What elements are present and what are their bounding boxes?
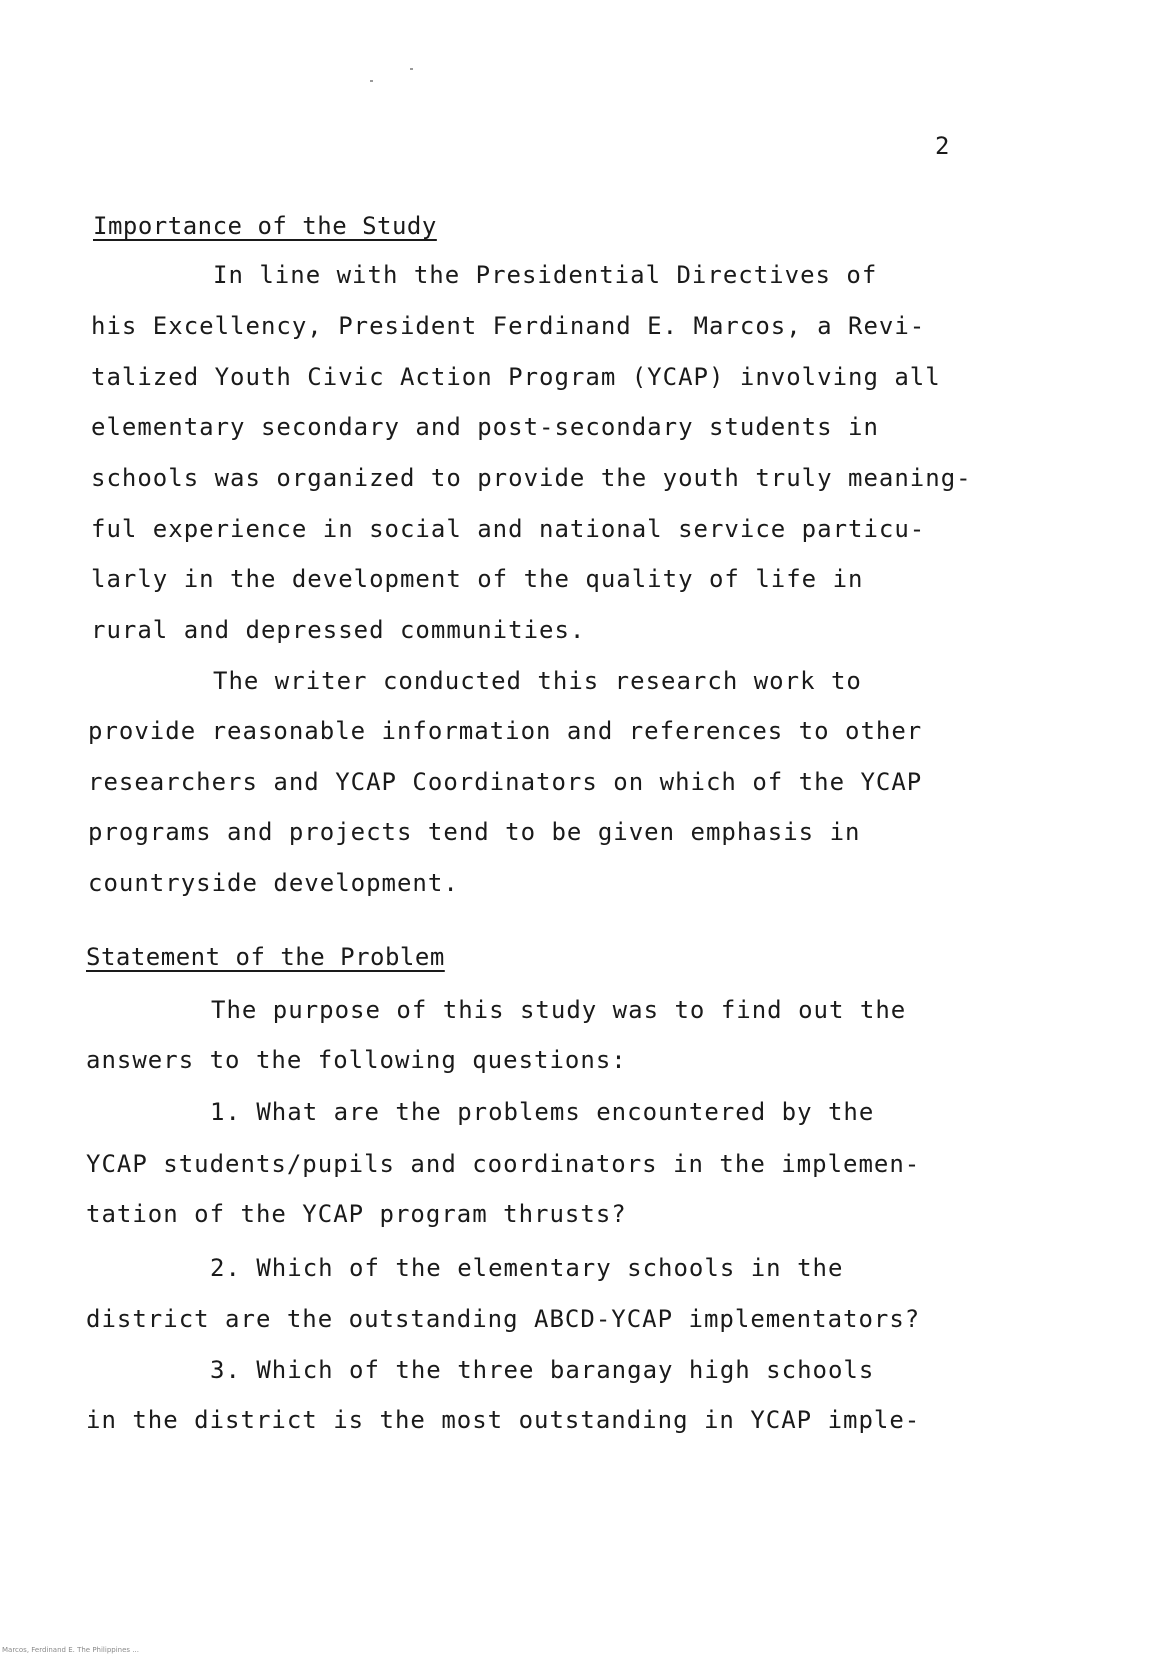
text-line: countryside development. — [88, 869, 459, 897]
scan-speck — [370, 80, 373, 82]
text-line: YCAP students/pupils and coordinators in the implemen- — [86, 1150, 921, 1178]
scan-footer: Marcos, Ferdinand E. The Philippines ... — [2, 1646, 139, 1654]
text-line: 1. What are the problems encountered by the — [210, 1098, 875, 1126]
text-line: his Excellency, President Ferdinand E. Marcos, a Revi- — [91, 312, 926, 340]
text-line: rural and depressed communities. — [91, 616, 586, 644]
text-line: researchers and YCAP Coordinators on which of the YCAP — [88, 768, 923, 796]
text-line: ful experience in social and national service particu- — [91, 515, 926, 543]
text-line: larly in the development of the quality of life in — [91, 565, 864, 593]
text-line: tation of the YCAP program thrusts? — [86, 1200, 627, 1228]
page-number: 2 — [935, 132, 951, 160]
scan-speck — [410, 68, 413, 70]
text-line: schools was organized to provide the youth truly meaning- — [91, 464, 972, 492]
text-line: provide reasonable information and references to other — [88, 717, 923, 745]
text-line: in the district is the most outstanding in YCAP imple- — [86, 1406, 921, 1434]
section-heading-problem: Statement of the Problem — [86, 943, 445, 971]
text-line: The purpose of this study was to find out the — [211, 996, 907, 1024]
text-line: answers to the following questions: — [86, 1046, 627, 1074]
text-line: talized Youth Civic Action Program (YCAP) involving all — [91, 363, 941, 391]
text-line: 3. Which of the three barangay high schools — [210, 1356, 875, 1384]
section-heading-importance: Importance of the Study — [93, 212, 437, 240]
text-line: The writer conducted this research work to — [213, 667, 862, 695]
text-line: 2. Which of the elementary schools in the — [210, 1254, 844, 1282]
text-line: programs and projects tend to be given emphasis in — [88, 818, 861, 846]
text-line: In line with the Presidential Directives of — [213, 261, 878, 289]
text-line: district are the outstanding ABCD-YCAP implementators? — [86, 1305, 921, 1333]
text-line: elementary secondary and post-secondary students in — [91, 413, 879, 441]
